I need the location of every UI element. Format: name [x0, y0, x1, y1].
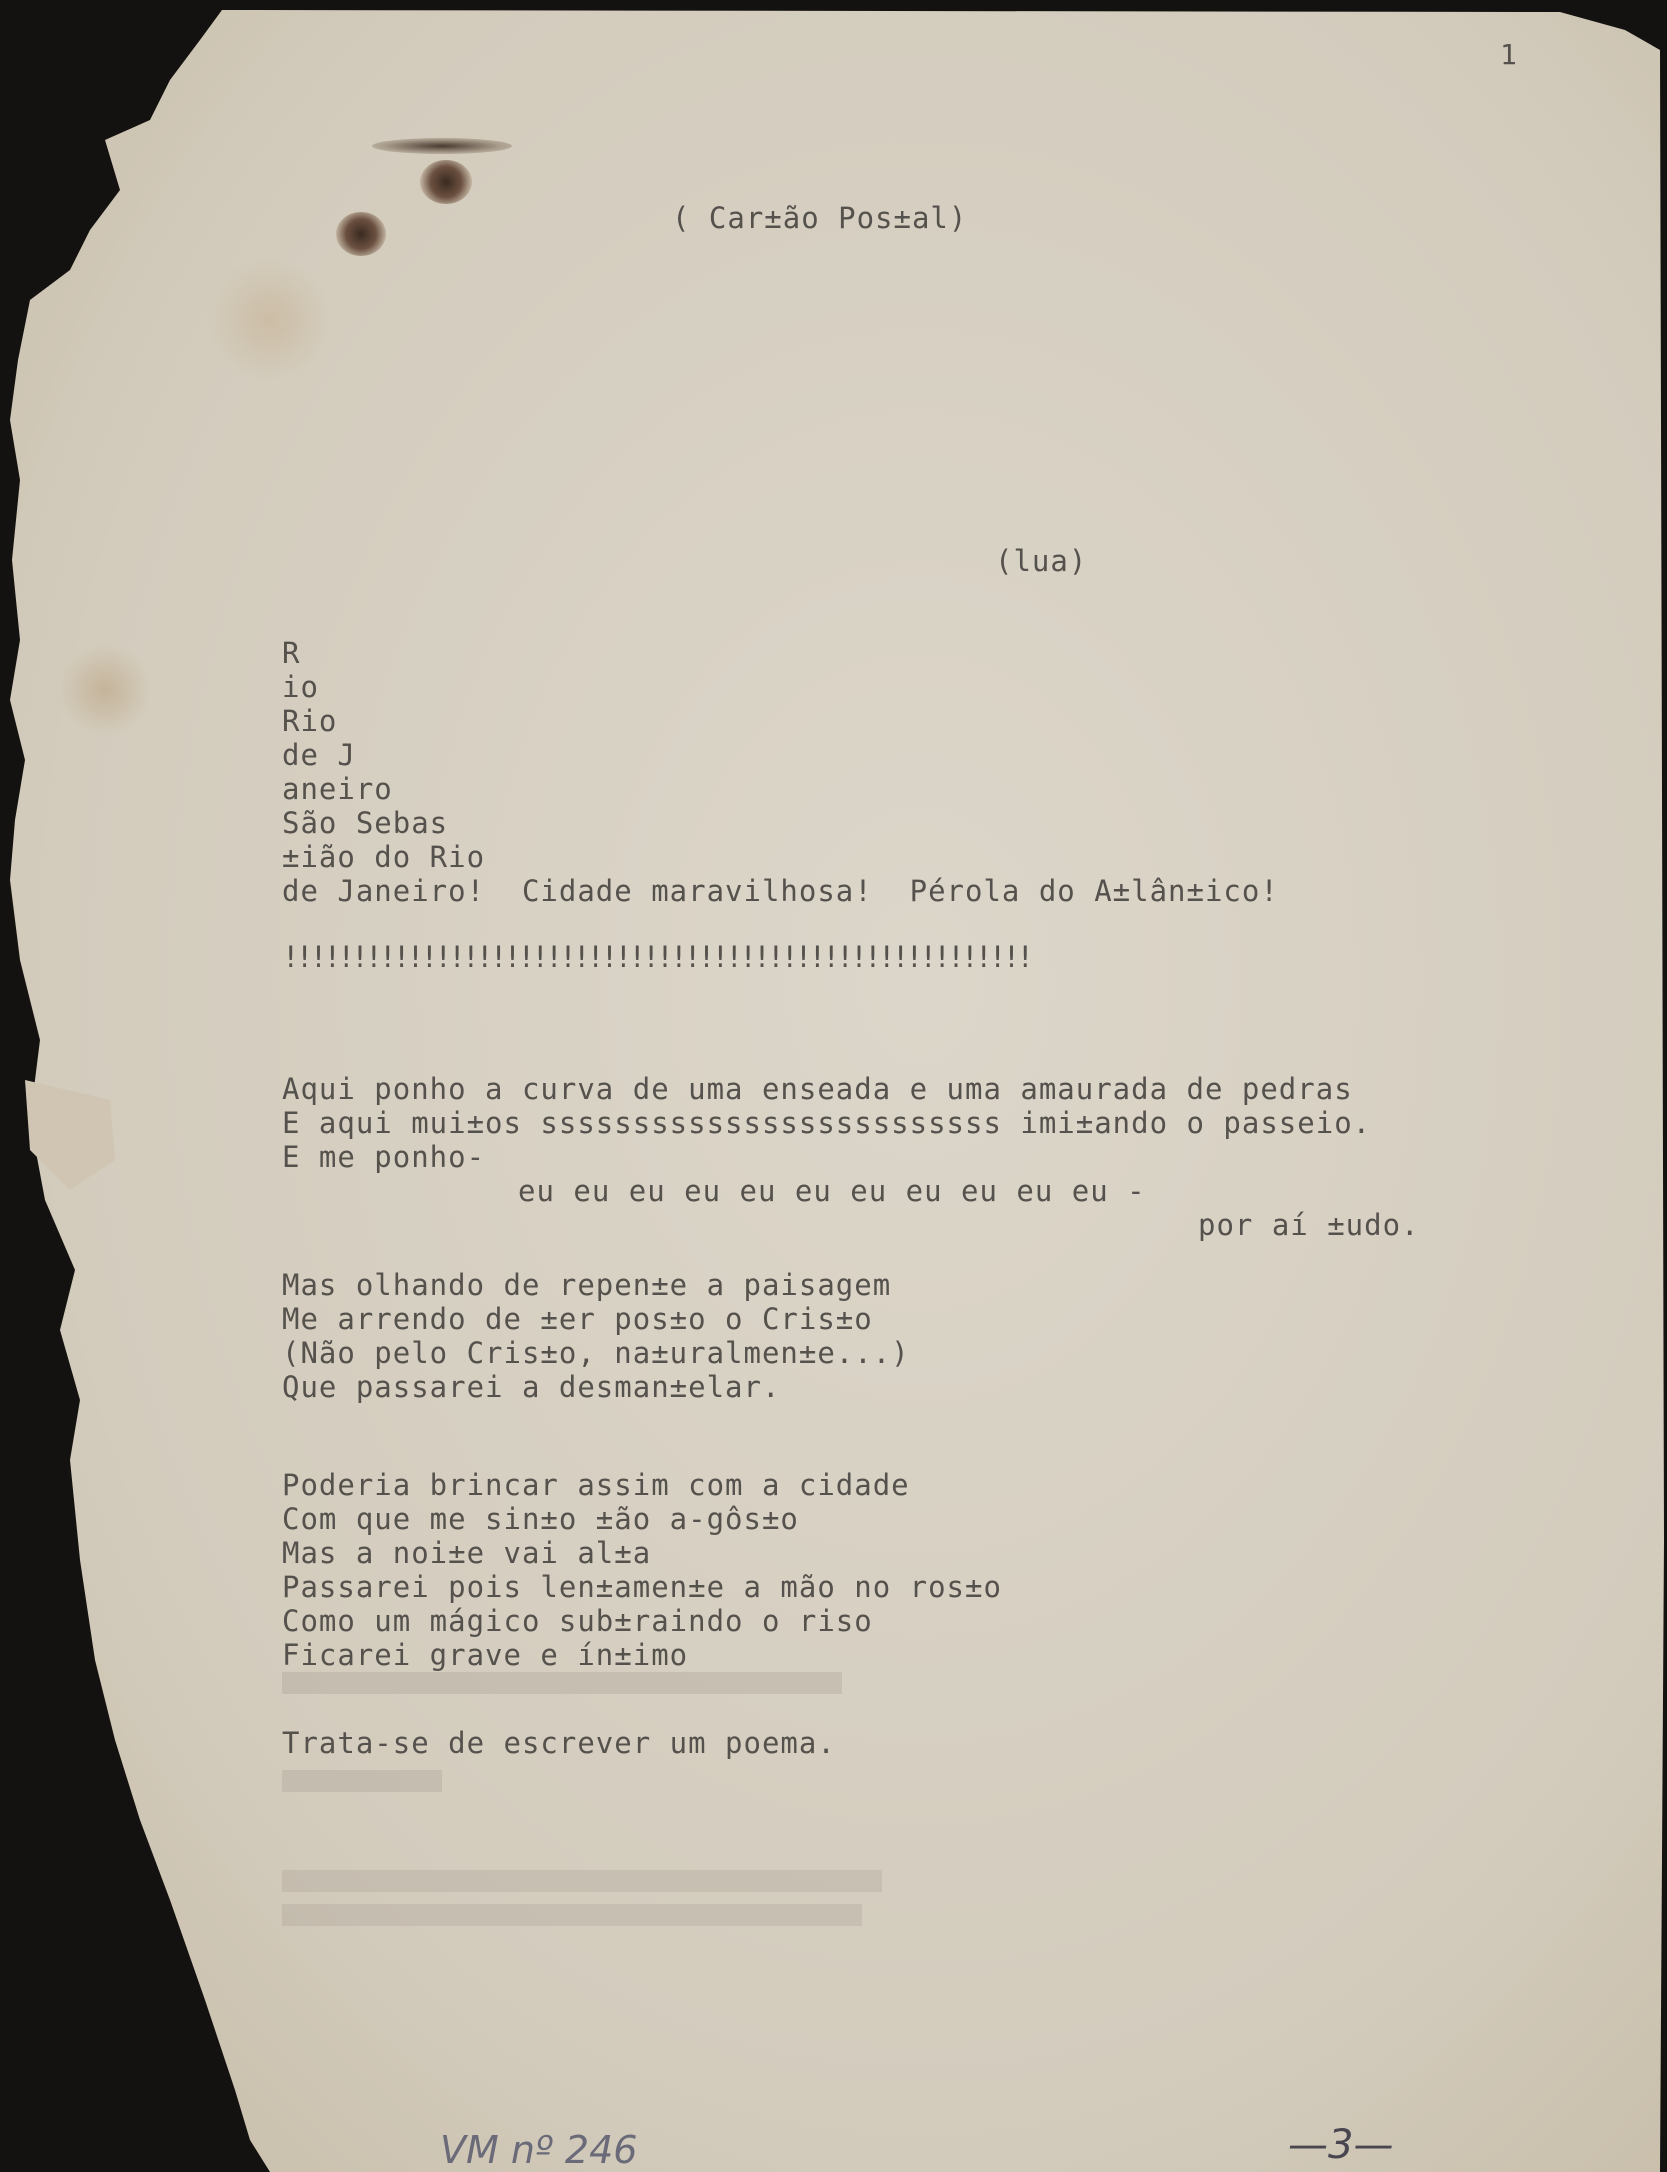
cascade-line: de J — [282, 738, 356, 772]
water-stain — [200, 260, 340, 380]
stanza-line: Passarei pois len±amen±e a mão no ros±o — [282, 1570, 1002, 1604]
cascade-line: R — [282, 636, 301, 670]
cascade-line: io — [282, 670, 319, 704]
stanza-line: E aqui mui±os sssssssssssssssssssssssss imi±ando o passeio. — [282, 1106, 1372, 1140]
stanza-three — [282, 1468, 1002, 1672]
moon-note: (lua) — [995, 544, 1088, 578]
erased-line — [282, 1770, 442, 1792]
cascade-line: ±ião do Rio — [282, 840, 486, 874]
water-stain — [60, 640, 150, 740]
cascade-line: São Sebas — [282, 806, 449, 840]
stanza-line: Mas olhando de repen±e a paisagem — [282, 1268, 892, 1302]
cascade-line: aneiro — [282, 772, 393, 806]
stanza-line: Com que me sin±o ±ão a-gôs±o — [282, 1502, 799, 1536]
stanza-line: Poderia brincar assim com a cidade — [282, 1468, 910, 1502]
closing-line: Trata-se de escrever um poema. — [282, 1726, 836, 1760]
erased-line — [282, 1870, 882, 1892]
erased-line — [282, 1672, 842, 1694]
stanza-one — [282, 1072, 1371, 1174]
page-number: 1 — [1500, 38, 1518, 71]
stanza-line: (Não pelo Cris±o, na±uralmen±e...) — [282, 1336, 910, 1370]
stanza-eu-line: eu eu eu eu eu eu eu eu eu eu eu - — [518, 1174, 1146, 1208]
stanza-line: Como um mágico sub±raindo o riso — [282, 1604, 873, 1638]
cascade-line: de Janeiro! Cidade maravilhosa! Pérola do A±lân±ico! — [282, 874, 1279, 908]
stanza-end-line: por aí ±udo. — [1198, 1208, 1420, 1242]
ink-stain — [372, 138, 512, 154]
poem-title: ( Car±ão Pos±al) — [672, 201, 968, 235]
archive-mark: VM nº 246 — [440, 2128, 638, 2172]
ink-stain — [336, 212, 386, 256]
folio-mark: —3— — [1288, 2122, 1394, 2168]
stanza-line: E me ponho- — [282, 1140, 486, 1174]
stanza-line: Me arrendo de ±er pos±o o Cris±o — [282, 1302, 873, 1336]
exclamation-row: !!!!!!!!!!!!!!!!!!!!!!!!!!!!!!!!!!!!!!!!!!!!!!!!!!!!!! — [282, 940, 1031, 974]
cascade-line: Rio — [282, 704, 338, 738]
stanza-two — [282, 1268, 910, 1404]
erased-line — [282, 1904, 862, 1926]
cascade-block — [282, 636, 1279, 908]
stanza-line: Aqui ponho a curva de uma enseada e uma amaurada de pedras — [282, 1072, 1353, 1106]
stanza-line: Mas a noi±e vai al±a — [282, 1536, 652, 1570]
ink-stain — [420, 160, 472, 204]
stanza-line: Ficarei grave e ín±imo — [282, 1638, 689, 1672]
stanza-line: Que passarei a desman±elar. — [282, 1370, 781, 1404]
